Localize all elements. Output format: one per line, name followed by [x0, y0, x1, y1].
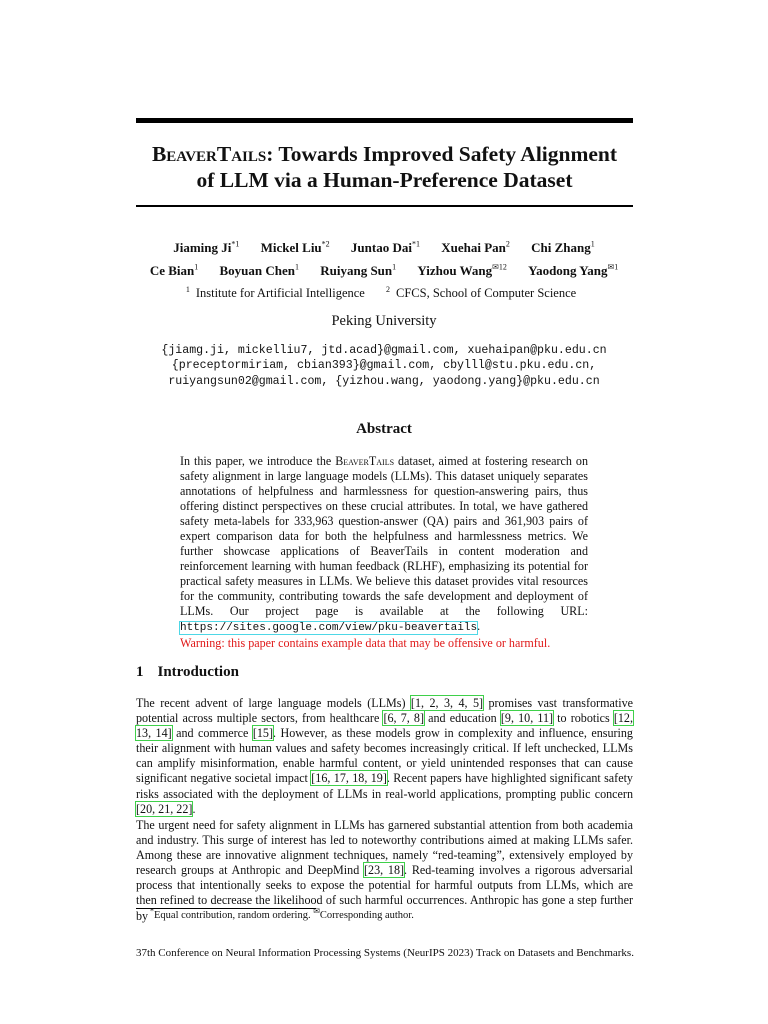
email-line: {preceptormiriam, cbian393}@gmail.com, cbylll@stu.pku.edu.cn,	[171, 359, 597, 373]
author: Boyuan Chen$^1$	[219, 262, 299, 278]
author: Yizhou Wang$^{✉12}$	[417, 262, 507, 278]
title-top-rule	[136, 118, 633, 123]
author: Xuehai Pan$^2$	[441, 239, 510, 255]
conference-footer: 37th Conference on Neural Information Processing Systems (NeurIPS 2023) Track on Datasets and Benchmarks.	[136, 947, 634, 959]
author: Chi Zhang$^1$	[531, 239, 595, 255]
section-heading	[136, 664, 239, 681]
title-brand: BeaverTails	[151, 142, 267, 166]
intro-paragraph-2: The urgent need for safety alignment in LLMs has garnered substantial attention from both academia and industry. This surge of interest has led to noteworthy contributions aimed at making LLMs safer. Among these are innovative alignment techniques, namely “red-teaming”, extensively employed by research groups at Anthropic and DeepMind [23, 18]. Red-teaming involves a rigorous adversarial process that intentionally seeks to expose the potential for harmful outputs from LLMs, which are then refined to decrease the likelihood of such harmful occurrences. Anthropic has gone a step further by	[136, 818, 634, 923]
citation-link[interactable]: [6, 7, 8]	[383, 711, 424, 726]
title-bottom-rule	[136, 205, 633, 207]
author: Yaodong Yang$^{✉1}$	[528, 262, 619, 278]
paper-title	[136, 141, 633, 193]
author: Ruiyang Sun$^1$	[320, 262, 397, 278]
abstract-heading: Abstract	[356, 421, 412, 437]
authors-row-1	[100, 240, 668, 256]
author: Mickel Liu$^{*2}$	[260, 239, 330, 255]
project-url-link[interactable]: https://sites.google.com/view/pku-beavertails	[180, 622, 478, 634]
affiliation-2: $^2$ CFCS, School of Computer Science	[385, 284, 577, 300]
section-number: 1	[136, 664, 144, 680]
abstract-brand: BeaverTails	[335, 454, 395, 468]
author: Ce Bian$^1$	[149, 262, 199, 278]
author: Jiaming Ji$^{*1}$	[173, 239, 240, 255]
title-line1: : Towards Improved Safety Alignment	[266, 142, 618, 166]
footnote-rule	[136, 908, 316, 909]
affiliations	[100, 286, 668, 301]
email-line: ruiyangsun02@gmail.com, {yizhou.wang, yaodong.yang}@pku.edu.cn	[168, 374, 600, 388]
footnote: *Equal contribution, random ordering. ✉Corresponding author.	[150, 906, 414, 921]
university: Peking University	[331, 313, 437, 329]
affiliation-1: $^1$ Institute for Artificial Intelligence	[185, 284, 365, 300]
citation-link[interactable]: [15]	[252, 726, 273, 741]
content-warning: Warning: this paper contains example data that may be offensive or harmful.	[180, 636, 551, 650]
abstract-body: In this paper, we introduce the BeaverTails dataset, aimed at fostering research on safety alignment in large language models (LLMs). This dataset uniquely separates annotations of helpfulness and harmlessness for question-answering pairs, thus offering distinct perspectives on these crucial attributes. In total, we have gathered safety meta-labels for 333,963 question-answer (QA) pairs and 361,903 pairs of expert comparison data for both the helpfulness and harmlessness metrics. We further showcase applications of BeaverTails in content moderation and reinforcement learning with human feedback (RLHF), emphasizing its potential for practical safety measures in LLMs. We believe this dataset provides vital resources for the community, contributing towards the safe development and deployment of LLMs. Our project page is available at the following URL: https://sites.google.com/view/pku-beavertails. Warning: this paper contains example data that may be offensive or harmful.	[180, 454, 588, 650]
citation-link[interactable]: [1, 2, 3, 4, 5]	[410, 696, 484, 710]
authors-row-2	[100, 263, 668, 279]
title-line2: of LLM via a Human-Preference Dataset	[196, 168, 573, 192]
author-emails	[100, 343, 668, 389]
citation-link[interactable]: [16, 17, 18, 19]	[311, 771, 387, 786]
citation-link[interactable]: [23, 18]	[364, 863, 405, 878]
section-title: Introduction	[157, 664, 239, 680]
citation-link[interactable]: [12, 13, 14]	[136, 711, 633, 741]
email-line: {jiamg.ji, mickelliu7, jtd.acad}@gmail.com, xuehaipan@pku.edu.cn	[161, 344, 607, 357]
author: Juntao Dai$^{*1}$	[350, 239, 420, 255]
intro-paragraph-1: The recent advent of large language models (LLMs) [1, 2, 3, 4, 5] promises vast transformative potential across multiple sectors, from healthcare [6, 7, 8] and education [9, 10, 11] to robotics [12, 13, 14] and commerce [15]. However, as these models grow in complexity and influence, ensuring their alignment with human values and safety becomes increasingly critical. If left unchecked, LLMs can amplify misinformation, enable harmful content, or yield unintended responses that can cause significant negative societal impact [16, 17, 18, 19]. Recent papers have highlighted significant safety risks associated with the deployment of LLMs in real-world applications, prompting public concern [20, 21, 22].	[136, 696, 633, 816]
citation-link[interactable]: [20, 21, 22]	[136, 801, 193, 816]
citation-link[interactable]: [9, 10, 11]	[500, 711, 554, 726]
